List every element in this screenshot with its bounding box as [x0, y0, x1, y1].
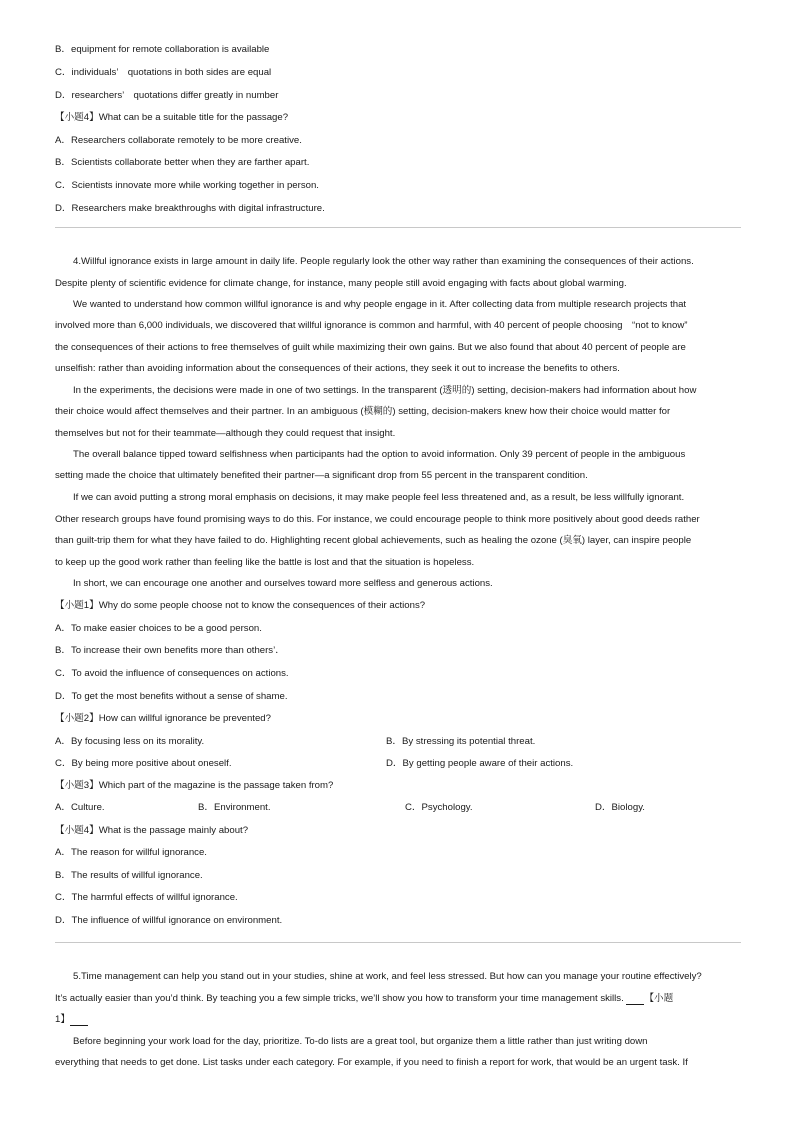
section-divider [55, 227, 741, 228]
question-stem: 【小题4】What can be a suitable title for the passage? [55, 112, 289, 123]
passage4-line: involved more than 6,000 individuals, we discovered that willful ignorance is common and harmful, with 40 percent of people choosing “not to know” [55, 320, 688, 331]
question-stem: 【小题4】What is the passage mainly about? [55, 825, 249, 836]
passage5-line: 5.Time management can help you stand out in your studies, shine at work, and feel less stressed. But how can you manage your routine effectively? [73, 971, 702, 982]
passage4-line: than guilt-trip them for what they have failed to do. Highlighting recent global achievements, such as healing the ozone (臭氧) layer, can inspire people [55, 535, 692, 546]
passage5-line [55, 993, 673, 1005]
passage5-line: everything that needs to get done. List tasks under each category. For example, if you need to finish a report for work, that would be an urgent task. If [55, 1057, 688, 1068]
passage5-line: Before beginning your work load for the day, prioritize. To-do lists are a great tool, but organize them a little rather than just writing down [73, 1036, 648, 1047]
option-c: C．individuals’ quotations in both sides are equal [55, 67, 272, 78]
passage4-line: the consequences of their actions to free themselves of guilt while maximizing their own gains. But we also found that about 40 percent of people are [55, 342, 686, 353]
passage5-text: It’s actually easier than you’d think. By teaching you a few simple tricks, we’ll show you how to transform your time management skills. [55, 993, 624, 1004]
answer-blank [626, 994, 644, 1005]
passage4-line: The overall balance tipped toward selfishness when participants had the option to avoid information. Only 39 percent of people in the ambiguous [73, 449, 686, 460]
section-divider [55, 942, 741, 943]
answer-blank [70, 1015, 88, 1026]
passage4-line: setting made the choice that ultimately benefited their partner—a significant drop from 55 percent in the transparent condition. [55, 470, 588, 481]
option-b: B．Scientists collaborate better when they are farther apart. [55, 157, 310, 168]
passage4-line: In short, we can encourage one another and ourselves toward more selfless and generous actions. [73, 578, 493, 589]
option-c: C．By being more positive about oneself. [55, 758, 232, 769]
option-b: B．equipment for remote collaboration is available [55, 44, 270, 55]
option-b: B．By stressing its potential threat. [386, 736, 536, 747]
option-c: C．To avoid the influence of consequences on actions. [55, 668, 289, 679]
option-a: A．By focusing less on its morality. [55, 736, 205, 747]
passage4-line: themselves but not for their teammate—although they could request that insight. [55, 428, 396, 439]
option-d: D．The influence of willful ignorance on environment. [55, 915, 283, 926]
option-c: C．Psychology. [405, 802, 473, 813]
option-b: B．The results of willful ignorance. [55, 870, 203, 881]
passage4-line: 4.Willful ignorance exists in large amount in daily life. People regularly look the other way rather than examining the consequences of their actions. [73, 256, 694, 267]
passage4-line: their choice would affect themselves and their partner. In an ambiguous (模糊的) setting, decision-makers knew how their choice would matter for [55, 406, 671, 417]
passage4-line: Despite plenty of scientific evidence for climate change, for instance, many people still avoid engaging with facts about global warming. [55, 278, 627, 289]
passage4-line: unselfish: rather than avoiding information about the consequences of their actions, they seek it out to increase the benefits to others. [55, 363, 620, 374]
question-stem: 【小题2】How can willful ignorance be prevented? [55, 713, 271, 724]
option-d: D．By getting people aware of their actions. [386, 758, 574, 769]
option-d: D．Researchers make breakthroughs with digital infrastructure. [55, 203, 325, 214]
passage4-line: If we can avoid putting a strong moral emphasis on decisions, it may make people feel less threatened and, as a result, be less willfully ignorant. [73, 492, 685, 503]
passage4-line: We wanted to understand how common willful ignorance is and why people engage in it. After collecting data from multiple research projects that [73, 299, 687, 310]
option-a: A．Culture. [55, 802, 105, 813]
option-d: D．Biology. [595, 802, 645, 813]
blank-label: 【小题 [644, 993, 674, 1004]
option-d: D．To get the most benefits without a sense of shame. [55, 691, 288, 702]
option-c: C．Scientists innovate more while working together in person. [55, 180, 319, 191]
option-a: A．The reason for willful ignorance. [55, 847, 207, 858]
passage4-line: In the experiments, the decisions were made in one of two settings. In the transparent (透明的) setting, decision-makers had information about how [73, 385, 697, 396]
question-stem: 【小题3】Which part of the magazine is the passage taken from? [55, 780, 334, 791]
option-b: B．Environment. [198, 802, 271, 813]
question-stem: 【小题1】Why do some people choose not to know the consequences of their actions? [55, 600, 426, 611]
option-d: D．researchers’ quotations differ greatly in number [55, 90, 279, 101]
option-a: A．To make easier choices to be a good person. [55, 623, 262, 634]
passage4-line: to keep up the good work rather than feeling like the battle is lost and that the situation is hopeless. [55, 557, 475, 568]
passage5-line [55, 1014, 88, 1026]
option-c: C．The harmful effects of willful ignorance. [55, 892, 238, 903]
option-b: B．To increase their own benefits more than others’． [55, 645, 285, 656]
blank-label: 1】 [55, 1014, 70, 1025]
passage4-line: Other research groups have found promising ways to do this. For instance, we could encourage people to think more positively about good deeds rather [55, 514, 700, 525]
option-a: A．Researchers collaborate remotely to be more creative. [55, 135, 302, 146]
